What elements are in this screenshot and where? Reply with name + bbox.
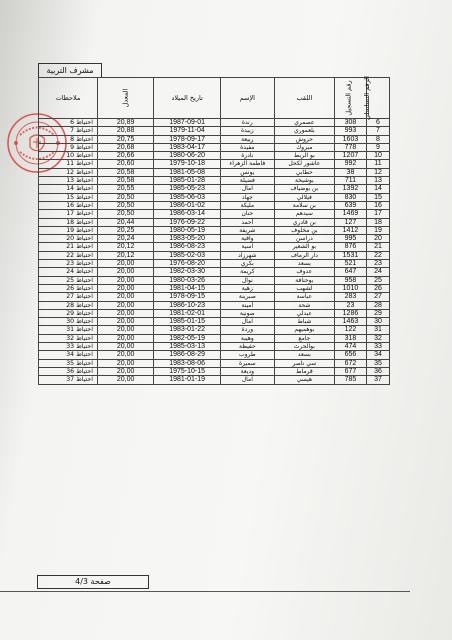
cell-registration: 995	[334, 235, 366, 243]
table-row	[39, 268, 390, 276]
cell-registration: 521	[334, 260, 366, 268]
cell-birth-date: 1980-03-26	[154, 276, 221, 284]
cell-first-name: وردة	[220, 326, 274, 334]
cell-last-name: بوحنافة	[274, 276, 334, 284]
cell-order: 33	[366, 343, 389, 351]
cell-first-name: آمال	[220, 376, 274, 384]
table-row	[39, 309, 390, 317]
cell-notes: احتياط 25	[39, 276, 98, 284]
cell-last-name: عبدلي	[274, 309, 334, 317]
cell-order: 26	[366, 284, 389, 292]
cell-registration: 711	[334, 177, 366, 185]
cell-order: 6	[366, 119, 389, 127]
cell-last-name: قرماط	[274, 367, 334, 375]
cell-last-name: بلعموري	[274, 127, 334, 135]
cell-birth-date: 1980-05-19	[154, 226, 221, 234]
table-row	[39, 168, 390, 176]
cell-average: 20,00	[97, 276, 153, 284]
cell-birth-date: 1976-09-22	[154, 218, 221, 226]
cell-notes: احتياط 24	[39, 268, 98, 276]
cell-birth-date: 1986-08-29	[154, 351, 221, 359]
cell-average: 20,50	[97, 210, 153, 218]
cell-first-name: ربيعة	[220, 135, 274, 143]
cell-notes: احتياط 16	[39, 201, 98, 209]
cell-registration: 1392	[334, 185, 366, 193]
table-row	[39, 177, 390, 185]
table-row	[39, 359, 390, 367]
cell-average: 20,00	[97, 260, 153, 268]
cell-order: 15	[366, 193, 389, 201]
cell-notes: احتياط 15	[39, 193, 98, 201]
cell-first-name: وافية	[220, 235, 274, 243]
cell-registration: 38	[334, 168, 366, 176]
cell-order: 13	[366, 177, 389, 185]
cell-first-name: شريفة	[220, 226, 274, 234]
cell-last-name: عاشور لكحل	[274, 160, 334, 168]
cell-birth-date: 1983-04-17	[154, 143, 221, 151]
cell-order: 21	[366, 243, 389, 251]
cell-registration: 672	[334, 359, 366, 367]
cell-last-name: عصمري	[274, 119, 334, 127]
cell-birth-date: 1976-08-20	[154, 260, 221, 268]
cell-notes: احتياط 10	[39, 152, 98, 160]
cell-order: 34	[366, 351, 389, 359]
cell-first-name: نادرة	[220, 152, 274, 160]
cell-first-name: وديعة	[220, 367, 274, 375]
cell-registration: 308	[334, 119, 366, 127]
table-row	[39, 210, 390, 218]
table-row	[39, 143, 390, 151]
cell-registration: 127	[334, 218, 366, 226]
cell-order: 9	[366, 143, 389, 151]
cell-first-name: جهاد	[220, 193, 274, 201]
cell-notes: احتياط 17	[39, 210, 98, 218]
cell-last-name: بن قادري	[274, 218, 334, 226]
cell-notes: احتياط 18	[39, 218, 98, 226]
cell-average: 20,58	[97, 177, 153, 185]
cell-order: 23	[366, 260, 389, 268]
cell-average: 20,24	[97, 235, 153, 243]
cell-notes: احتياط 19	[39, 226, 98, 234]
cell-registration: 778	[334, 143, 366, 151]
cell-notes: احتياط 11	[39, 160, 98, 168]
cell-average: 20,75	[97, 135, 153, 143]
cell-registration: 677	[334, 367, 366, 375]
cell-last-name: سي ناصر	[274, 359, 334, 367]
cell-average: 20,88	[97, 127, 153, 135]
cell-order: 8	[366, 135, 389, 143]
cell-first-name: مليكة	[220, 201, 274, 209]
cell-average: 20,58	[97, 168, 153, 176]
cell-notes: احتياط 26	[39, 284, 98, 292]
cell-order: 35	[366, 359, 389, 367]
cell-order: 11	[366, 160, 389, 168]
cell-average: 20,00	[97, 293, 153, 301]
cell-last-name: بن بوضياف	[274, 185, 334, 193]
candidates-table	[38, 77, 390, 385]
page-divider	[0, 591, 410, 592]
table-row	[39, 326, 390, 334]
table-row	[39, 367, 390, 375]
table-row	[39, 284, 390, 292]
cell-registration: 958	[334, 276, 366, 284]
cell-first-name: بكري	[220, 260, 274, 268]
cell-registration: 1286	[334, 309, 366, 317]
cell-birth-date: 1981-05-08	[154, 168, 221, 176]
table-row	[39, 201, 390, 209]
cell-order: 12	[366, 168, 389, 176]
cell-last-name: لشهب	[274, 284, 334, 292]
cell-last-name: سيدهم	[274, 210, 334, 218]
table-row	[39, 152, 390, 160]
cell-average: 20,44	[97, 218, 153, 226]
cell-order: 27	[366, 293, 389, 301]
cell-order: 17	[366, 210, 389, 218]
cell-birth-date: 1975-10-15	[154, 367, 221, 375]
header-average: المعدل	[97, 78, 153, 119]
cell-average: 20,66	[97, 152, 153, 160]
cell-registration: 1412	[334, 226, 366, 234]
header-notes: ملاحظات	[39, 78, 98, 119]
header-registration: رقم التسجيل	[334, 78, 366, 119]
table-row	[39, 318, 390, 326]
cell-birth-date: 1986-08-23	[154, 243, 221, 251]
cell-average: 20,25	[97, 226, 153, 234]
cell-first-name: يونس	[220, 168, 274, 176]
cell-birth-date: 1981-04-15	[154, 284, 221, 292]
table-row	[39, 293, 390, 301]
cell-registration: 1469	[334, 210, 366, 218]
cell-last-name: بسعد	[274, 351, 334, 359]
cell-birth-date: 1986-03-14	[154, 210, 221, 218]
cell-last-name: بن سلامة	[274, 201, 334, 209]
cell-average: 20,50	[97, 193, 153, 201]
table-row	[39, 376, 390, 384]
cell-last-name: فيلالي	[274, 193, 334, 201]
cell-last-name: بوالحرث	[274, 343, 334, 351]
cell-first-name: آمال	[220, 185, 274, 193]
cell-notes: احتياط 9	[39, 143, 98, 151]
cell-registration: 639	[334, 201, 366, 209]
cell-registration: 283	[334, 293, 366, 301]
table-row	[39, 193, 390, 201]
cell-registration: 318	[334, 334, 366, 342]
cell-registration: 1207	[334, 152, 366, 160]
cell-first-name: كريمة	[220, 268, 274, 276]
cell-registration: 1531	[334, 251, 366, 259]
cell-order: 25	[366, 276, 389, 284]
cell-birth-date: 1979-11-04	[154, 127, 221, 135]
cell-last-name: شحة	[274, 301, 334, 309]
cell-last-name: عباسة	[274, 293, 334, 301]
cell-first-name: آسية	[220, 243, 274, 251]
cell-average: 20,68	[97, 143, 153, 151]
cell-order: 32	[366, 334, 389, 342]
cell-order: 37	[366, 376, 389, 384]
cell-birth-date: 1986-10-23	[154, 301, 221, 309]
cell-average: 20,00	[97, 284, 153, 292]
cell-average: 20,00	[97, 309, 153, 317]
header-birth-date: تاريخ الميلاد	[154, 78, 221, 119]
table-row	[39, 135, 390, 143]
cell-notes: احتياط 34	[39, 351, 98, 359]
cell-order: 24	[366, 268, 389, 276]
cell-birth-date: 1981-01-19	[154, 376, 221, 384]
cell-birth-date: 1981-02-01	[154, 309, 221, 317]
cell-last-name: بو الشعير	[274, 243, 334, 251]
cell-birth-date: 1979-10-18	[154, 160, 221, 168]
table-row	[39, 334, 390, 342]
header-order: الرقم التسلسلي	[366, 78, 389, 119]
cell-first-name: مفيدة	[220, 143, 274, 151]
cell-last-name: عدوف	[274, 268, 334, 276]
table-header-row	[39, 78, 390, 119]
cell-last-name: جامع	[274, 334, 334, 342]
cell-order: 7	[366, 127, 389, 135]
table-row	[39, 343, 390, 351]
cell-notes: احتياط 13	[39, 177, 98, 185]
cell-order: 14	[366, 185, 389, 193]
cell-average: 20,00	[97, 334, 153, 342]
cell-first-name: وهيبة	[220, 334, 274, 342]
cell-average: 20,55	[97, 185, 153, 193]
cell-last-name: دراسن	[274, 235, 334, 243]
cell-average: 20,89	[97, 119, 153, 127]
cell-first-name: أمينة	[220, 301, 274, 309]
table-row	[39, 226, 390, 234]
table-row	[39, 260, 390, 268]
cell-first-name: حنان	[220, 210, 274, 218]
cell-order: 31	[366, 326, 389, 334]
cell-last-name: مبروك	[274, 143, 334, 151]
cell-last-name: هيسي	[274, 376, 334, 384]
cell-order: 22	[366, 251, 389, 259]
cell-first-name: أحمد	[220, 218, 274, 226]
table-row	[39, 160, 390, 168]
header-first-name: الإسم	[220, 78, 274, 119]
cell-notes: احتياط 7	[39, 127, 98, 135]
cell-average: 20,60	[97, 160, 153, 168]
cell-first-name: شهرزاد	[220, 251, 274, 259]
cell-birth-date: 1983-05-20	[154, 235, 221, 243]
cell-last-name: بو الربط	[274, 152, 334, 160]
cell-notes: احتياط 37	[39, 376, 98, 384]
table-row	[39, 235, 390, 243]
cell-registration: 1463	[334, 318, 366, 326]
cell-registration: 785	[334, 376, 366, 384]
table-row	[39, 301, 390, 309]
cell-first-name: آمال	[220, 318, 274, 326]
cell-notes: احتياط 20	[39, 235, 98, 243]
table-row	[39, 119, 390, 127]
cell-average: 20,00	[97, 343, 153, 351]
cell-notes: احتياط 14	[39, 185, 98, 193]
cell-order: 10	[366, 152, 389, 160]
cell-first-name: حفيظة	[220, 343, 274, 351]
cell-notes: احتياط 22	[39, 251, 98, 259]
cell-birth-date: 1987-09-01	[154, 119, 221, 127]
cell-order: 28	[366, 301, 389, 309]
cell-registration: 1603	[334, 135, 366, 143]
cell-order: 20	[366, 235, 389, 243]
cell-first-name: طروب	[220, 351, 274, 359]
cell-first-name: صبرينة	[220, 293, 274, 301]
cell-order: 19	[366, 226, 389, 234]
cell-average: 20,12	[97, 251, 153, 259]
cell-registration: 122	[334, 326, 366, 334]
table-row	[39, 185, 390, 193]
cell-last-name: بسعد	[274, 260, 334, 268]
cell-first-name: زبيدة	[220, 127, 274, 135]
cell-registration: 876	[334, 243, 366, 251]
cell-average: 20,00	[97, 268, 153, 276]
cell-birth-date: 1985-02-03	[154, 251, 221, 259]
cell-average: 20,00	[97, 367, 153, 375]
cell-first-name: فضيلة	[220, 177, 274, 185]
page-number: صفحة 4/3	[37, 575, 149, 589]
cell-notes: احتياط 33	[39, 343, 98, 351]
cell-last-name: بوهميهم	[274, 326, 334, 334]
cell-last-name: حروش	[274, 135, 334, 143]
page-title: مشرف التربية	[38, 63, 102, 78]
cell-birth-date: 1986-01-02	[154, 201, 221, 209]
cell-order: 29	[366, 309, 389, 317]
table-row	[39, 351, 390, 359]
cell-average: 20,00	[97, 359, 153, 367]
cell-average: 20,00	[97, 376, 153, 384]
header-last-name: اللقب	[274, 78, 334, 119]
cell-notes: احتياط 32	[39, 334, 98, 342]
cell-last-name: شباط	[274, 318, 334, 326]
cell-first-name: زهية	[220, 284, 274, 292]
cell-registration: 1010	[334, 284, 366, 292]
table-row	[39, 251, 390, 259]
cell-registration: 23	[334, 301, 366, 309]
cell-last-name: حطابي	[274, 168, 334, 176]
cell-birth-date: 1982-03-30	[154, 268, 221, 276]
cell-notes: احتياط 30	[39, 318, 98, 326]
cell-registration: 830	[334, 193, 366, 201]
cell-notes: احتياط 21	[39, 243, 98, 251]
table-row	[39, 218, 390, 226]
cell-first-name: نوال	[220, 276, 274, 284]
cell-order: 16	[366, 201, 389, 209]
cell-notes: احتياط 23	[39, 260, 98, 268]
cell-notes: احتياط 8	[39, 135, 98, 143]
cell-birth-date: 1980-06-20	[154, 152, 221, 160]
cell-notes: احتياط 29	[39, 309, 98, 317]
cell-registration: 992	[334, 160, 366, 168]
cell-order: 36	[366, 367, 389, 375]
cell-average: 20,12	[97, 243, 153, 251]
cell-birth-date: 1978-09-15	[154, 293, 221, 301]
cell-registration: 474	[334, 343, 366, 351]
cell-notes: احتياط 36	[39, 367, 98, 375]
cell-average: 20,50	[97, 201, 153, 209]
cell-birth-date: 1982-05-19	[154, 334, 221, 342]
cell-birth-date: 1985-01-28	[154, 177, 221, 185]
cell-order: 30	[366, 318, 389, 326]
cell-last-name: بوشيخة	[274, 177, 334, 185]
cell-birth-date: 1983-01-22	[154, 326, 221, 334]
cell-birth-date: 1983-08-06	[154, 359, 221, 367]
cell-average: 20,00	[97, 301, 153, 309]
cell-average: 20,00	[97, 318, 153, 326]
cell-birth-date: 1978-09-17	[154, 135, 221, 143]
table-row	[39, 127, 390, 135]
cell-order: 18	[366, 218, 389, 226]
cell-birth-date: 1985-05-23	[154, 185, 221, 193]
cell-last-name: بن مخلوف	[274, 226, 334, 234]
cell-notes: احتياط 28	[39, 301, 98, 309]
table-row	[39, 276, 390, 284]
cell-first-name: فاطمة الزهراء	[220, 160, 274, 168]
cell-average: 20,00	[97, 351, 153, 359]
cell-registration: 656	[334, 351, 366, 359]
cell-registration: 993	[334, 127, 366, 135]
cell-notes: احتياط 27	[39, 293, 98, 301]
cell-notes: احتياط 6	[39, 119, 98, 127]
cell-notes: احتياط 35	[39, 359, 98, 367]
cell-first-name: سميرة	[220, 359, 274, 367]
cell-first-name: صونية	[220, 309, 274, 317]
cell-first-name: رندة	[220, 119, 274, 127]
cell-registration: 647	[334, 268, 366, 276]
cell-birth-date: 1985-03-13	[154, 343, 221, 351]
cell-birth-date: 1985-01-15	[154, 318, 221, 326]
table-row	[39, 243, 390, 251]
cell-notes: احتياط 12	[39, 168, 98, 176]
cell-average: 20,00	[97, 326, 153, 334]
cell-birth-date: 1985-06-03	[154, 193, 221, 201]
cell-notes: احتياط 31	[39, 326, 98, 334]
cell-last-name: دار الرماف	[274, 251, 334, 259]
